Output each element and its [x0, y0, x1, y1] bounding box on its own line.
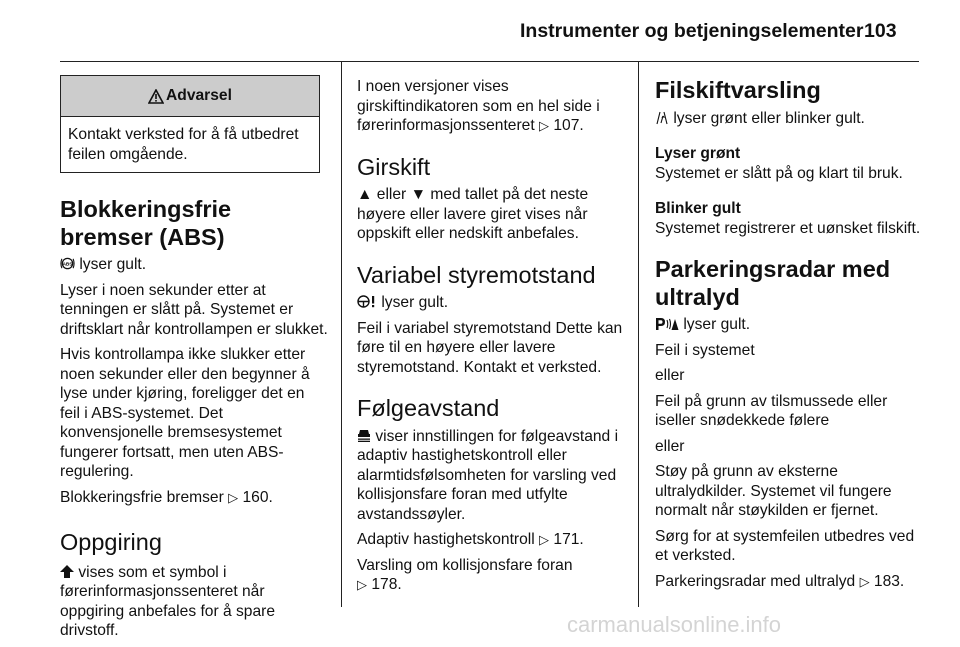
acc-ref-page[interactable]: 171.	[553, 531, 584, 548]
abs-ref-text: Blokkeringsfrie bremser	[60, 488, 224, 506]
svg-text:ABS: ABS	[62, 261, 73, 267]
parking-text-3: Feil på grunn av tilsmussede eller iseller snødekkede følere	[655, 392, 888, 429]
lane-departure-heading: Filskiftvarsling	[655, 77, 821, 103]
acc-reference	[357, 530, 625, 550]
column-1	[60, 75, 328, 647]
page-ref-icon: ▷	[228, 489, 239, 505]
following-distance-heading: Følgeavstand	[357, 395, 500, 421]
parking-text-5: Støy på grunn av eksterne ultralydkilder. Systemet vil fungere normalt når støykilden er fjernet.	[655, 463, 892, 519]
collision-ref-page[interactable]: 178.	[371, 576, 402, 593]
acc-ref-text: Adaptiv hastighetskontroll	[357, 531, 535, 548]
watermark: carmanualsonline.info	[567, 612, 782, 637]
parking-text-1: Feil i systemet	[655, 341, 755, 359]
upshift-heading: Oppgiring	[60, 529, 162, 555]
steering-fault-icon	[357, 295, 377, 308]
arrow-down-icon: ▼	[410, 186, 427, 203]
flashes-yellow-heading: Blinker gult	[655, 200, 741, 217]
header-divider	[60, 61, 919, 62]
parking-ref-text: Parkeringsradar med ultralyd	[655, 572, 856, 590]
flashes-yellow-text: Systemet registrerer et uønsket filskift.	[655, 219, 921, 237]
parking-text-4: eller	[655, 437, 685, 455]
parking-text-2: eller	[655, 367, 685, 384]
lane-departure-status: lyser grønt eller blinker gult.	[673, 109, 865, 127]
abs-paragraph-1: Lyser i noen sekunder etter at tenningen er slått på. Systemet er driftsklart når kontrollampen er slukket.	[60, 281, 328, 338]
warning-triangle-icon	[148, 89, 164, 104]
steering-heading: Variabel styremotstand	[357, 261, 596, 288]
page-ref-icon: ▷	[357, 577, 367, 592]
following-distance-text: viser innstillingen for følgeavstand i adaptiv hastighetskontroll eller alarmtidsfølsomheten for varsling ved kollisjonsfare foran med utfylte avstandssøyler.	[357, 427, 619, 523]
abs-heading: Blokkeringsfrie bremser (ABS)	[60, 196, 232, 250]
page-ref-icon: ▷	[859, 573, 870, 589]
lights-green-heading: Lyser grønt	[655, 145, 741, 162]
abs-status: lyser gult.	[79, 256, 147, 273]
collision-ref-text: Varsling om kollisjonsfare foran	[357, 556, 573, 574]
gear-indicator-intro	[357, 77, 625, 136]
warning-text: Kontakt verksted for å få utbedret feilen omgående.	[68, 126, 299, 163]
parking-radar-heading: Parkeringsradar med ultralyd	[655, 256, 891, 310]
intro-ref-page[interactable]: 107.	[553, 117, 584, 134]
lane-departure-icon	[655, 111, 669, 125]
column-divider-1	[341, 62, 342, 607]
page-header-title: Instrumenter og betjeningselementer	[520, 20, 864, 42]
gear-text-a: eller	[376, 186, 407, 203]
parking-ref-page[interactable]: 183.	[873, 572, 905, 590]
parking-reference	[655, 572, 923, 592]
warning-header	[61, 76, 319, 117]
warning-box	[60, 75, 320, 173]
abs-paragraph-2: Hvis kontrollampa ikke slukker etter noen sekunder eller den begynner å lyse under kjøring, foreligger det en feil i ABS-systemet. Det konvensjonelle bremsesystemet fungerer fortsatt, men uten ABS-regulering.	[60, 346, 310, 480]
warning-title: Advarsel	[166, 87, 232, 105]
upshift-icon	[60, 565, 74, 578]
lights-green-text: Systemet er slått på og klart til bruk.	[655, 164, 903, 182]
upshift-text: vises som et symbol i førerinformasjonssenteret når oppgiring anbefales for å spare drivstoff.	[60, 563, 275, 639]
parking-radar-icon	[655, 317, 679, 331]
column-3	[655, 77, 923, 597]
vehicle-ahead-icon	[357, 429, 371, 442]
intro-text: I noen versjoner vises girskiftindikatoren som en hel side i førerinformasjonssenteret	[357, 78, 600, 134]
page-number: 103	[864, 20, 897, 42]
abs-reference	[60, 488, 328, 508]
parking-radar-status: lyser gult.	[683, 316, 751, 333]
gear-text-b: med tallet på det neste høyere eller lavere giret vises når oppskift eller nedskift anbefales.	[357, 186, 589, 242]
steering-text: Feil i variabel styremotstand Dette kan føre til en høyere eller lavere styremotstand. Kontakt et verksted.	[357, 319, 623, 376]
gear-shift-text	[357, 185, 625, 244]
gear-shift-heading: Girskift	[357, 153, 431, 180]
abs-ref-page[interactable]: 160.	[242, 488, 273, 506]
column-divider-2	[638, 62, 639, 607]
arrow-up-icon: ▲	[357, 186, 373, 203]
steering-status: lyser gult.	[381, 294, 449, 311]
collision-reference	[357, 556, 625, 595]
parking-text-6: Sørg for at systemfeilen utbedres ved et verksted.	[655, 527, 915, 564]
column-2	[357, 77, 625, 601]
page-ref-icon: ▷	[539, 532, 550, 547]
page-ref-icon: ▷	[539, 118, 550, 133]
abs-icon	[60, 256, 75, 271]
